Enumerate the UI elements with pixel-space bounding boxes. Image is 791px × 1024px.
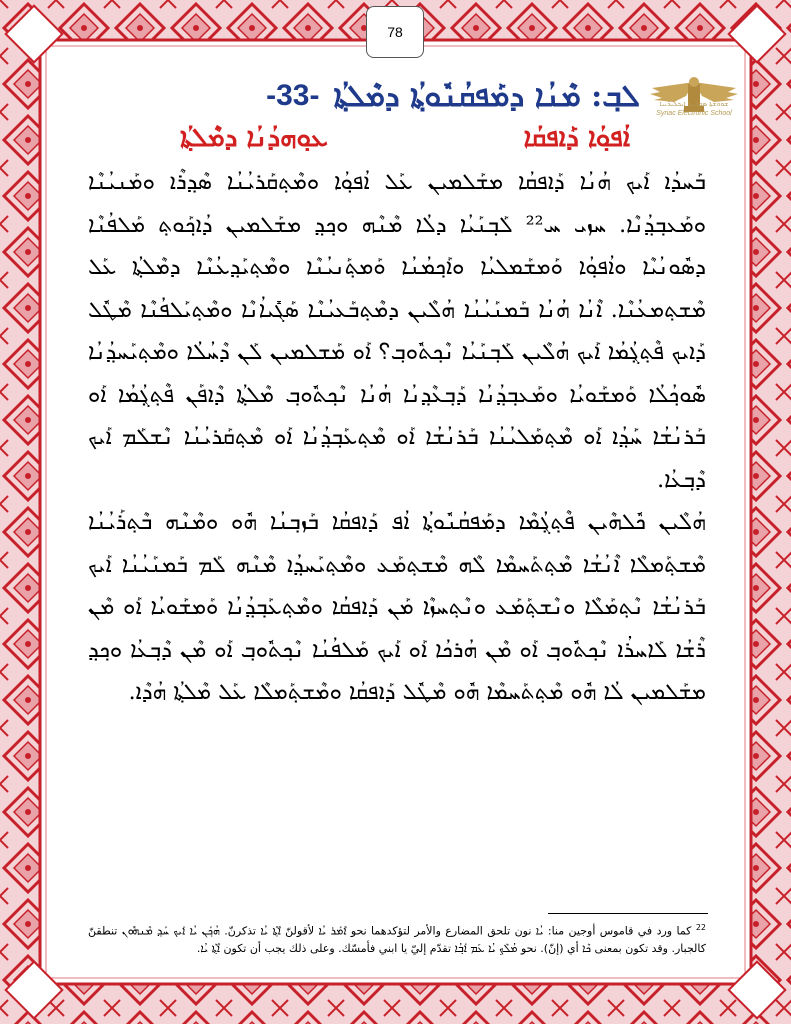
footnote <box>88 919 706 957</box>
paragraph-2: ܗܳܠܶܝܢ ܟܽܠܗܶܝܢ ܦܶܬ݂ܓ݂ܳܡܶܐ ܕܡܰܦܩܳܢܽܘܬ݂ܳܐ ܐܳܦ ܕܰܐܦܩܳܐ ܒܰܙܒ݂ܢܳܐ ܗܽܘ ܘܡܶܢܶܗ ܒܶܬ݂ܪܰܝܳܢܳܐ ܡܶܫܬ݂ܰܡܠܶܐ ܐܶܢܳܫܳܐ ܡܶܬ݂ܬܰܚܡܶܐ ܠܶܗ ܡܶܫܬ݂ܡܰܥ ܘܡܶܬ݂ܝܰܚܕ݂ܳܐ ܡܶܢܶܗ ܠܰܡ ܒܰܡܢܰܝܳܢܳܐ ܐܰܝܟ ܒܰܪܢܳܫܳܐ ܢܶܬ݂ܡܰܠܶܐ ܘܢܶܫܬ݂ܰܡܰܥ ܘܢܶܬ݂ܚܙܶܐ ܡܰܢ ܕܰܐܦܩܳܐ ܘܡܶܬ݂ܥܰܒ݂ܕ݂ܳܢܳܐ ܘܰܡܫܰܘܝܳܐ ܐܰܘ ܡܶܢ ܪܶܫܳܐ ܠܰܐܚܪܳܐ ܢܶܟ݂ܬܽܘܒ݂ ܐܰܘ ܡܶܢ ܗܳܪܟܳܐ ܐܰܘ ܐܰܝܟ ܡܰܠܦܳܢܳܐ ܢܶܟ݂ܬܽܘܒ݂ ܐܰܘ ܡܶܢ ܕܶܒ݂ܥܳܐ ܘܟ݂ܕ݂ ܡܫܰܠܡܝܢ ܠܳܐ ܗܽܘ ܡܶܬ݂ܬܰܚܡܶܐ ܗܽܘ ܡܶܛܽܠ ܕܰܐܦܩܳܐ ܘܡܶܫܬ݂ܰܡܠܶܐ ܥܰܠ ܡܶܠܬ݂ܳܐ ܗܳܕܶܐ. <box>88 510 706 705</box>
title-number: -33- <box>266 79 320 112</box>
subtitle-right: ܐܳܦܘ݂ܳܐ ܕܰܐܦܩܳܐ <box>523 122 630 153</box>
footnote-text: كما ورد في قاموس أوجين منا: ܝܳܐ نون تلحق المضارع والأمر لتؤكدهما نحو ܐܶܡܰܪ ܝܳܐ لأقولنّ ܐܶܬ݂ܶܐ ܝܳܐ تذكرنّ. ܗܳܟ݂ܰܢ ܝܳܐ ܐܰܝܟ ܚܰܕ݂ ܡܶܢܗܽܘܢ تنطقنّ كالجبار. وقد تكون بمعنى ܟܶܐ أي (إنّ). نحو ܡܳܠܶܟ݂ ܝܳܐ ܥܰܡ ܐܰܒ݂ܳܐ تقدّم إليّ يا ابني فأمسّك. وعلى ذلك يجب أن تكون ܐܶܬ݂ܶܐ ܝܳܐ. <box>88 924 706 955</box>
lesson-subtitle <box>180 118 630 158</box>
logo-caption <box>646 100 742 118</box>
winged-figure-icon <box>646 64 742 128</box>
paragraph-1: ܒܰܚܕܳܐ ܐܰܝܟ ܗܳܢܳܐ ܕܰܐܦܩܳܐ ܡܫܰܠܡܝܢ ܥܰܠ ܐܳܦܘ݂ܳܐ ܘܡܶܬ݂ܩܰܪܝܳܢܳܐ ܣܶܕ݂ܪܶܐ ܘܡܰܢܝܳܢܶܐ ܘܡܰܥܒ݂ܕ݂ܳܢܶܐ. ܚܙܝ ܚ²² ܠܰܒ݂ܢܰܝܳܐ ܕܠܳܐ ܡܶܢܶܗ ܘܟ݂ܕ݂ ܡܫܰܠܡܝܢ ܕܳܐܟ݂ܰܘܬ݂ ܡܰܠܦܳܢܶܐ ܕܣܽܘܢܳܝܶܐ ܘܐܳܦܘ݂ܳܐ ܘܰܡܫܰܡܠܝܳܐ ܘܐܰܟ݂ܡܳܢܳܐ ܘܰܡܬ݂ܰܢܝܳܢܶܐ ܘܡܶܬ݂ܝܰܕ݂ܥܳܢܶܐ ܕܡܶܠܬ݂ܳܐ ܥܰܠ ܡܶܫܬ݂ܡܥܳܢܶܐ. ܐܶܢܳܐ ܗܳܢܳܐ ܒܰܡܢܰܝܳܢܳܐ ܗܳܠܶܝܢ ܕܡܶܬ݂ܒܰܥܝܳܢܶܐ ܣܰܓܺܝܐܳܢܶܐ ܘܡܶܬ݂ܝܰܠܦܳܢܶܐ ܡܶܛܽܠ ܕܰܐܝܟ ܦܶܬ݂ܓ݂ܳܡܳܐ ܐܰܝܟ ܗܳܠܶܝܢ ܠܰܒ݂ܢܰܝܳܐ ܢܶܟ݂ܬܽܘܒ݂؟ ܐܰܘ ܡܰܫܠܡܝܢ ܠܰܢ ܕܶܚܳܠܳܐ ܘܡܶܬ݂ܝܰܚܕ݂ܳܢܳܐ ܣܽܘܟ݂ܳܠܳܐ ܘܰܡܫܰܘܝܳܐ ܘܡܰܥܒ݂ܕ݂ܳܢܳܐ ܕܰܒ݂ܥܶܕ݂ܢܳܐ ܗܳܢܳܐ ܢܶܟ݂ܬܽܘܒ݂ ܡܶܠܬ݂ܳܐ ܕܶܐܦܰܢ ܦܶܬ݂ܓ݂ܳܡܳܐ ܐܰܘ ܒܰܪܢܳܫܳܐ ܚܰܕ݂ܳܐ ܐܰܘ ܡܶܬ݂ܡܰܠܝܳܢܳܐ ܒܰܪܢܳܫܳܐ ܐܰܘ ܡܶܬ݂ܥܰܒ݂ܕ݂ܳܢܳܐ ܐܰܘ ܡܶܬ݂ܩܰܪܝܳܢܳܐ ܢܶܫܠܰܡ ܐܰܝܟ ܕܶܒ݂ܥܳܐ. <box>88 170 707 493</box>
footnote-number: 22 <box>695 923 706 932</box>
logo-line2: Syriac Electronic School <box>656 110 732 117</box>
title-text: ܠܒ݂: ܡܶܢܳܐ ܕܡܰܦܩܳܢܽܘܬ݂ܳܐ ܕܡܶܠܬ݂ܳܐ <box>333 78 640 114</box>
body-text <box>88 162 706 715</box>
footnote-divider <box>548 913 708 914</box>
logo-line1: ܫܘܘ̈ܫܬܐ ܣܘܪ̈ܝܝܐ ܐܝܟܠܝܪ̈ܝܝܐ <box>659 101 729 108</box>
page-number: 78 <box>366 6 424 58</box>
lesson-title <box>150 72 640 120</box>
subtitle-left: ܥܘ݂ܗܕܳܢܳܐ ܕܡܶܠܬ݂ܳܐ <box>180 122 328 153</box>
